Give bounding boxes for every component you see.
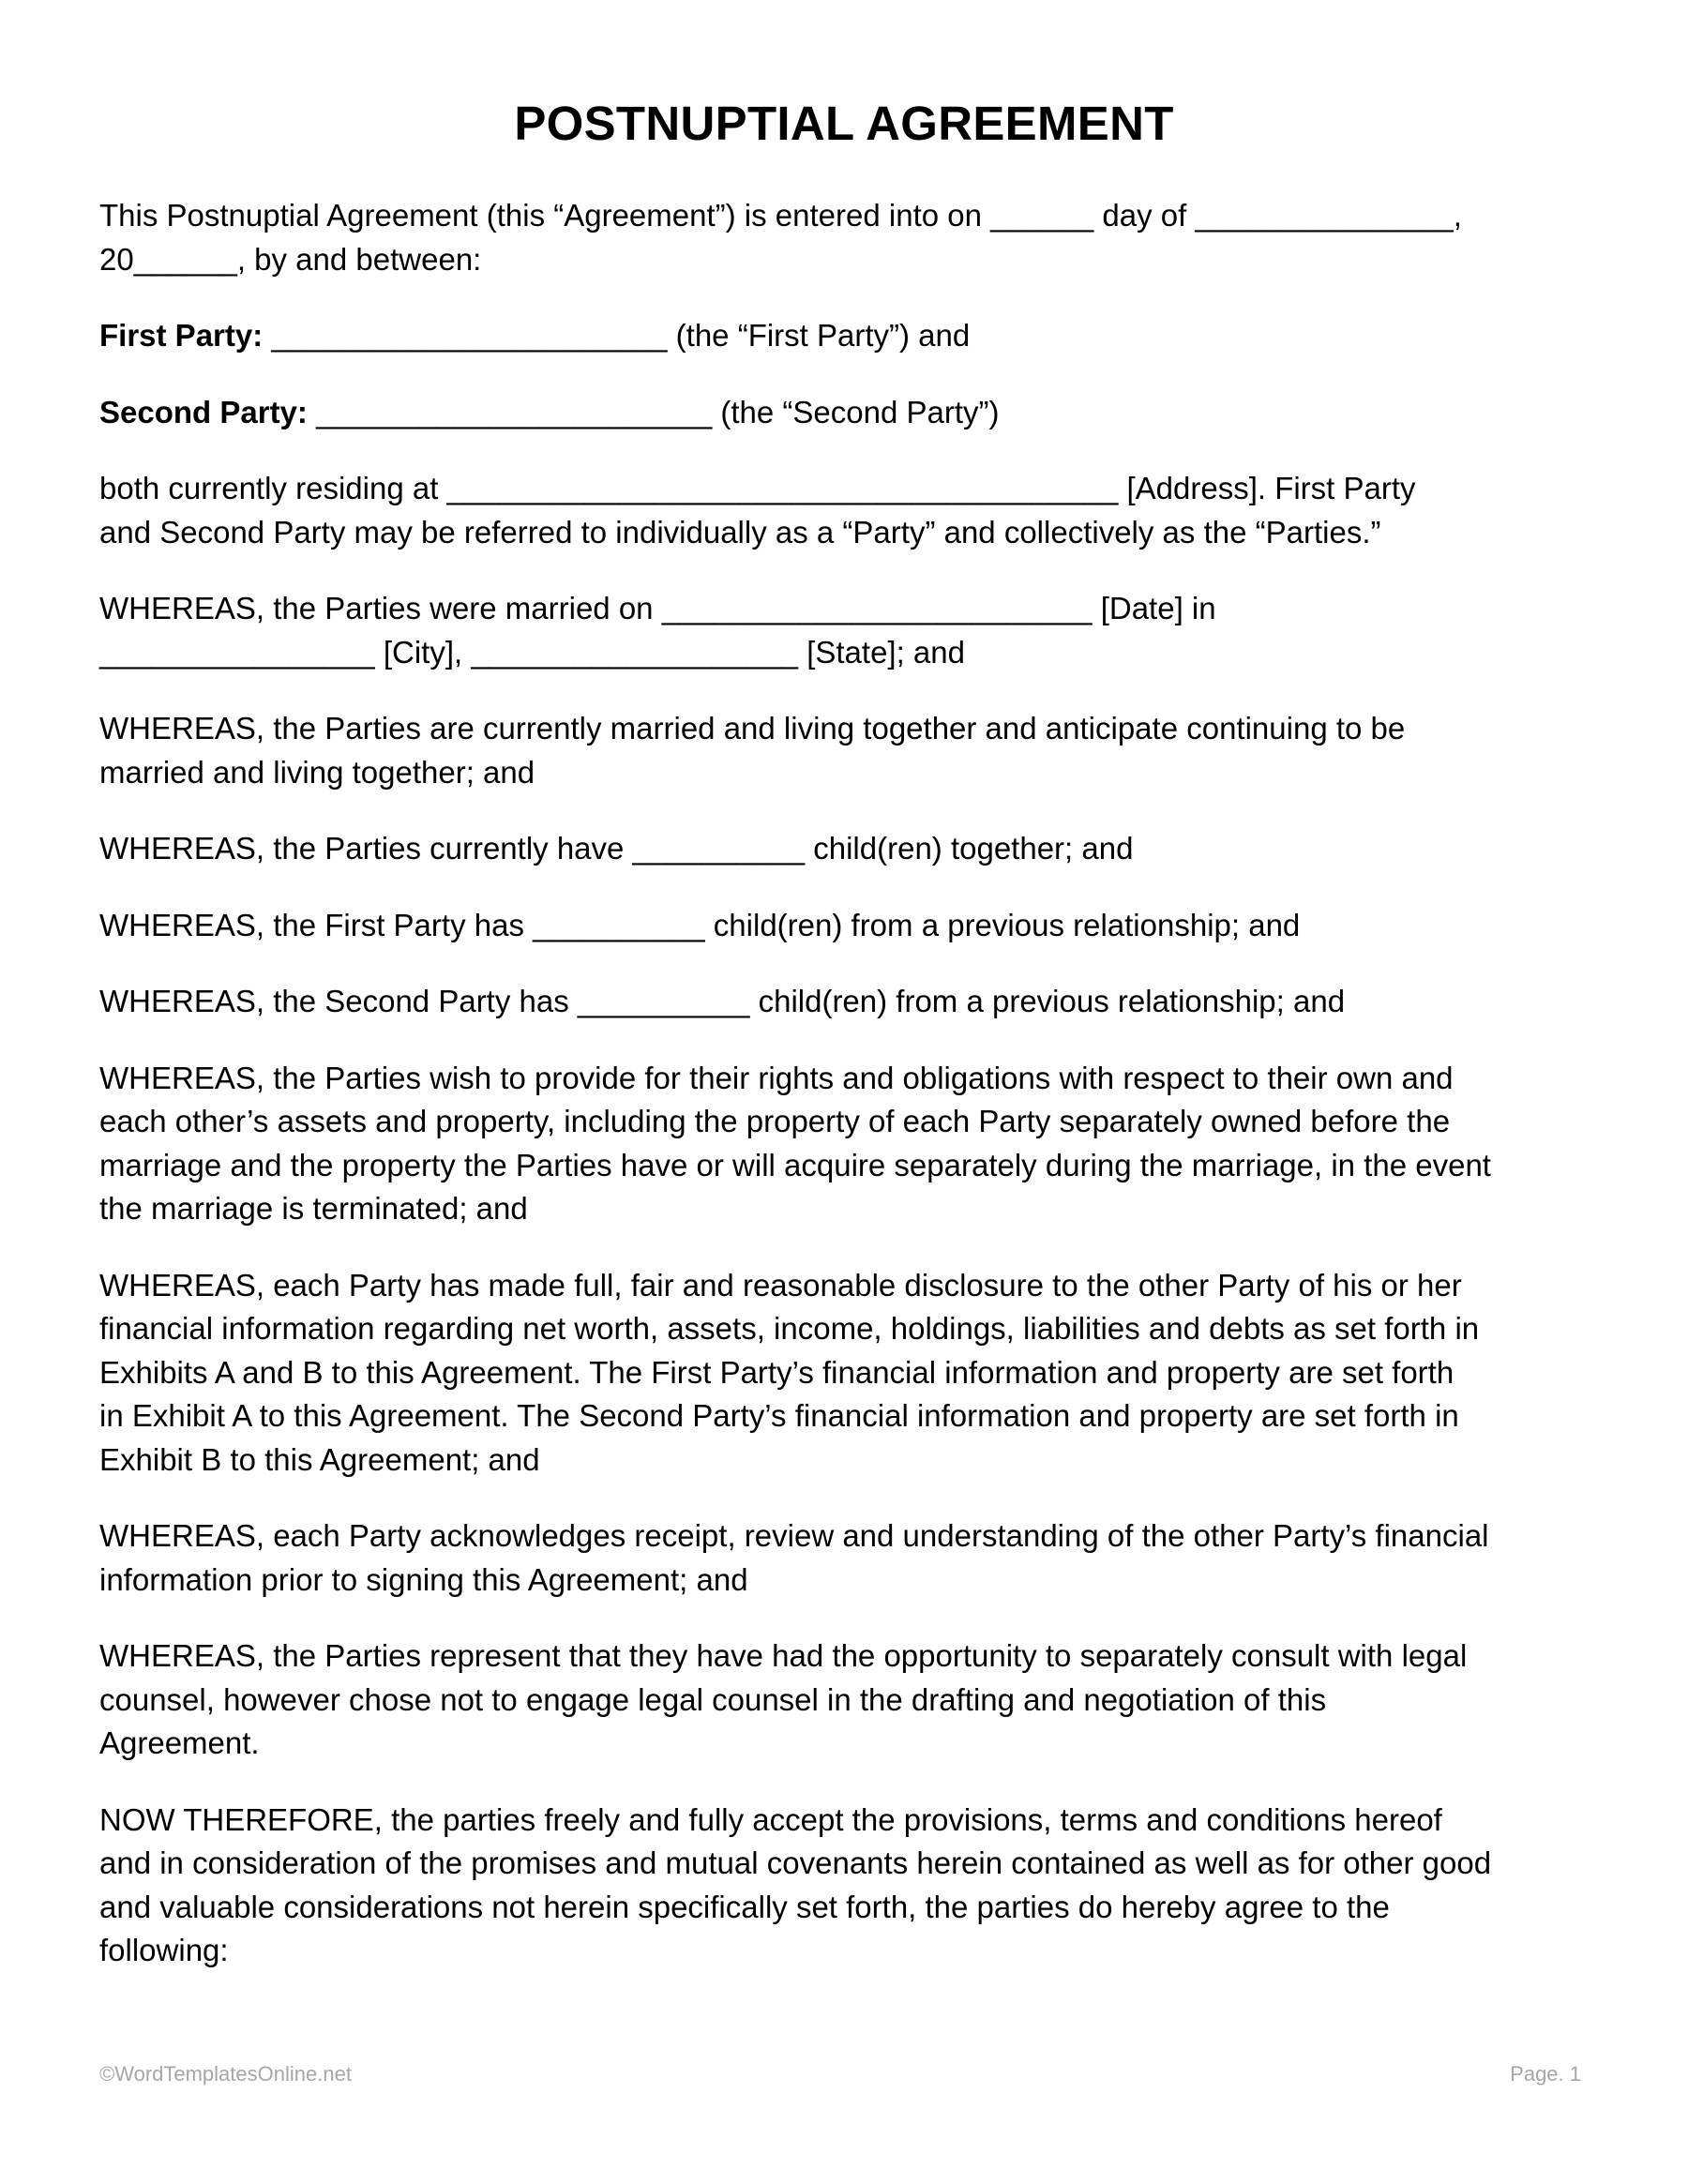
counsel-line: Agreement. [99,1725,260,1760]
therefore-line: following: [99,1933,229,1967]
second-party-label: Second Party: [99,394,308,429]
second-party-blank: _______________________ (the “Second Party”) [307,394,1000,429]
receipt-line: WHEREAS, each Party acknowledges receipt, review and understanding of the other Party’s financial [99,1518,1489,1553]
intro-line: 20______, by and between: [99,241,482,277]
therefore-line: and valuable considerations not herein specifically set forth, the parties do hereby agree to the [99,1889,1390,1924]
document-body [99,194,1600,2006]
therefore-paragraph [99,1799,1600,1973]
disclosure-line: financial information regarding net worth, assets, income, holdings, liabilities and debts as set forth in [99,1311,1480,1346]
footer-copyright: ©WordTemplatesOnline.net [99,2062,352,2086]
first-party-line [99,314,1600,358]
living-line: WHEREAS, the Parties are currently married and living together and anticipate continuing to be [99,711,1406,746]
counsel-line: WHEREAS, the Parties represent that they have had the opportunity to separately consult with legal [99,1638,1468,1673]
disclosure-line: Exhibit B to this Agreement; and [99,1441,540,1477]
receipt-line: information prior to signing this Agreement; and [99,1561,748,1597]
counsel-paragraph [99,1634,1600,1766]
children-first-party-paragraph: WHEREAS, the First Party has __________ child(ren) from a previous relationship; and [99,907,1301,942]
first-party-blank: _______________________ (the “First Party”) and [263,318,971,353]
rights-line: the marriage is terminated; and [99,1191,528,1226]
rights-line: each other’s assets and property, including the property of each Party separately owned before the [99,1104,1451,1138]
counsel-line: counsel, however chose not to engage legal counsel in the drafting and negotiation of this [99,1681,1327,1717]
footer-page-number: Page. 1 [1510,2062,1581,2086]
second-party-line [99,391,1600,435]
married-line: WHEREAS, the Parties were married on _________________________ [Date] in [99,591,1216,625]
residing-paragraph [99,467,1600,554]
rights-paragraph [99,1057,1600,1231]
residing-line: both currently residing at _______________________________________ [Address]. First Party [99,471,1416,505]
children-together-paragraph: WHEREAS, the Parties currently have __________ child(ren) together; and [99,831,1134,866]
document-title: POSTNUPTIAL AGREEMENT [514,97,1174,150]
disclosure-line: Exhibits A and B to this Agreement. The First Party’s financial information and property are set forth [99,1354,1454,1390]
therefore-line: and in consideration of the promises and mutual covenants herein contained as well as for other good [99,1845,1492,1880]
disclosure-line: in Exhibit A to this Agreement. The Second Party’s financial information and property are set forth in [99,1398,1459,1433]
disclosure-line: WHEREAS, each Party has made full, fair and reasonable disclosure to the other Party of his or her [99,1267,1462,1303]
intro-line: This Postnuptial Agreement (this “Agreement”) is entered into on ______ day of _______________, [99,198,1462,233]
rights-line: WHEREAS, the Parties wish to provide for their rights and obligations with respect to their own and [99,1060,1454,1095]
living-paragraph [99,707,1600,794]
receipt-paragraph [99,1514,1600,1602]
residing-line: and Second Party may be referred to individually as a “Party” and collectively as the “Parties.” [99,514,1381,550]
first-party-label: First Party: [99,318,264,353]
married-line: ________________ [City], ___________________ [State]; and [99,634,965,670]
married-paragraph [99,587,1600,674]
intro-paragraph [99,194,1600,281]
children-second-party-paragraph: WHEREAS, the Second Party has __________ child(ren) from a previous relationship; and [99,984,1346,1018]
living-line: married and living together; and [99,754,535,790]
therefore-line: NOW THEREFORE, the parties freely and fully accept the provisions, terms and conditions hereof [99,1801,1442,1837]
rights-line: marriage and the property the Parties have or will acquire separately during the marriage, in the event [99,1147,1491,1182]
disclosure-paragraph [99,1264,1600,1483]
